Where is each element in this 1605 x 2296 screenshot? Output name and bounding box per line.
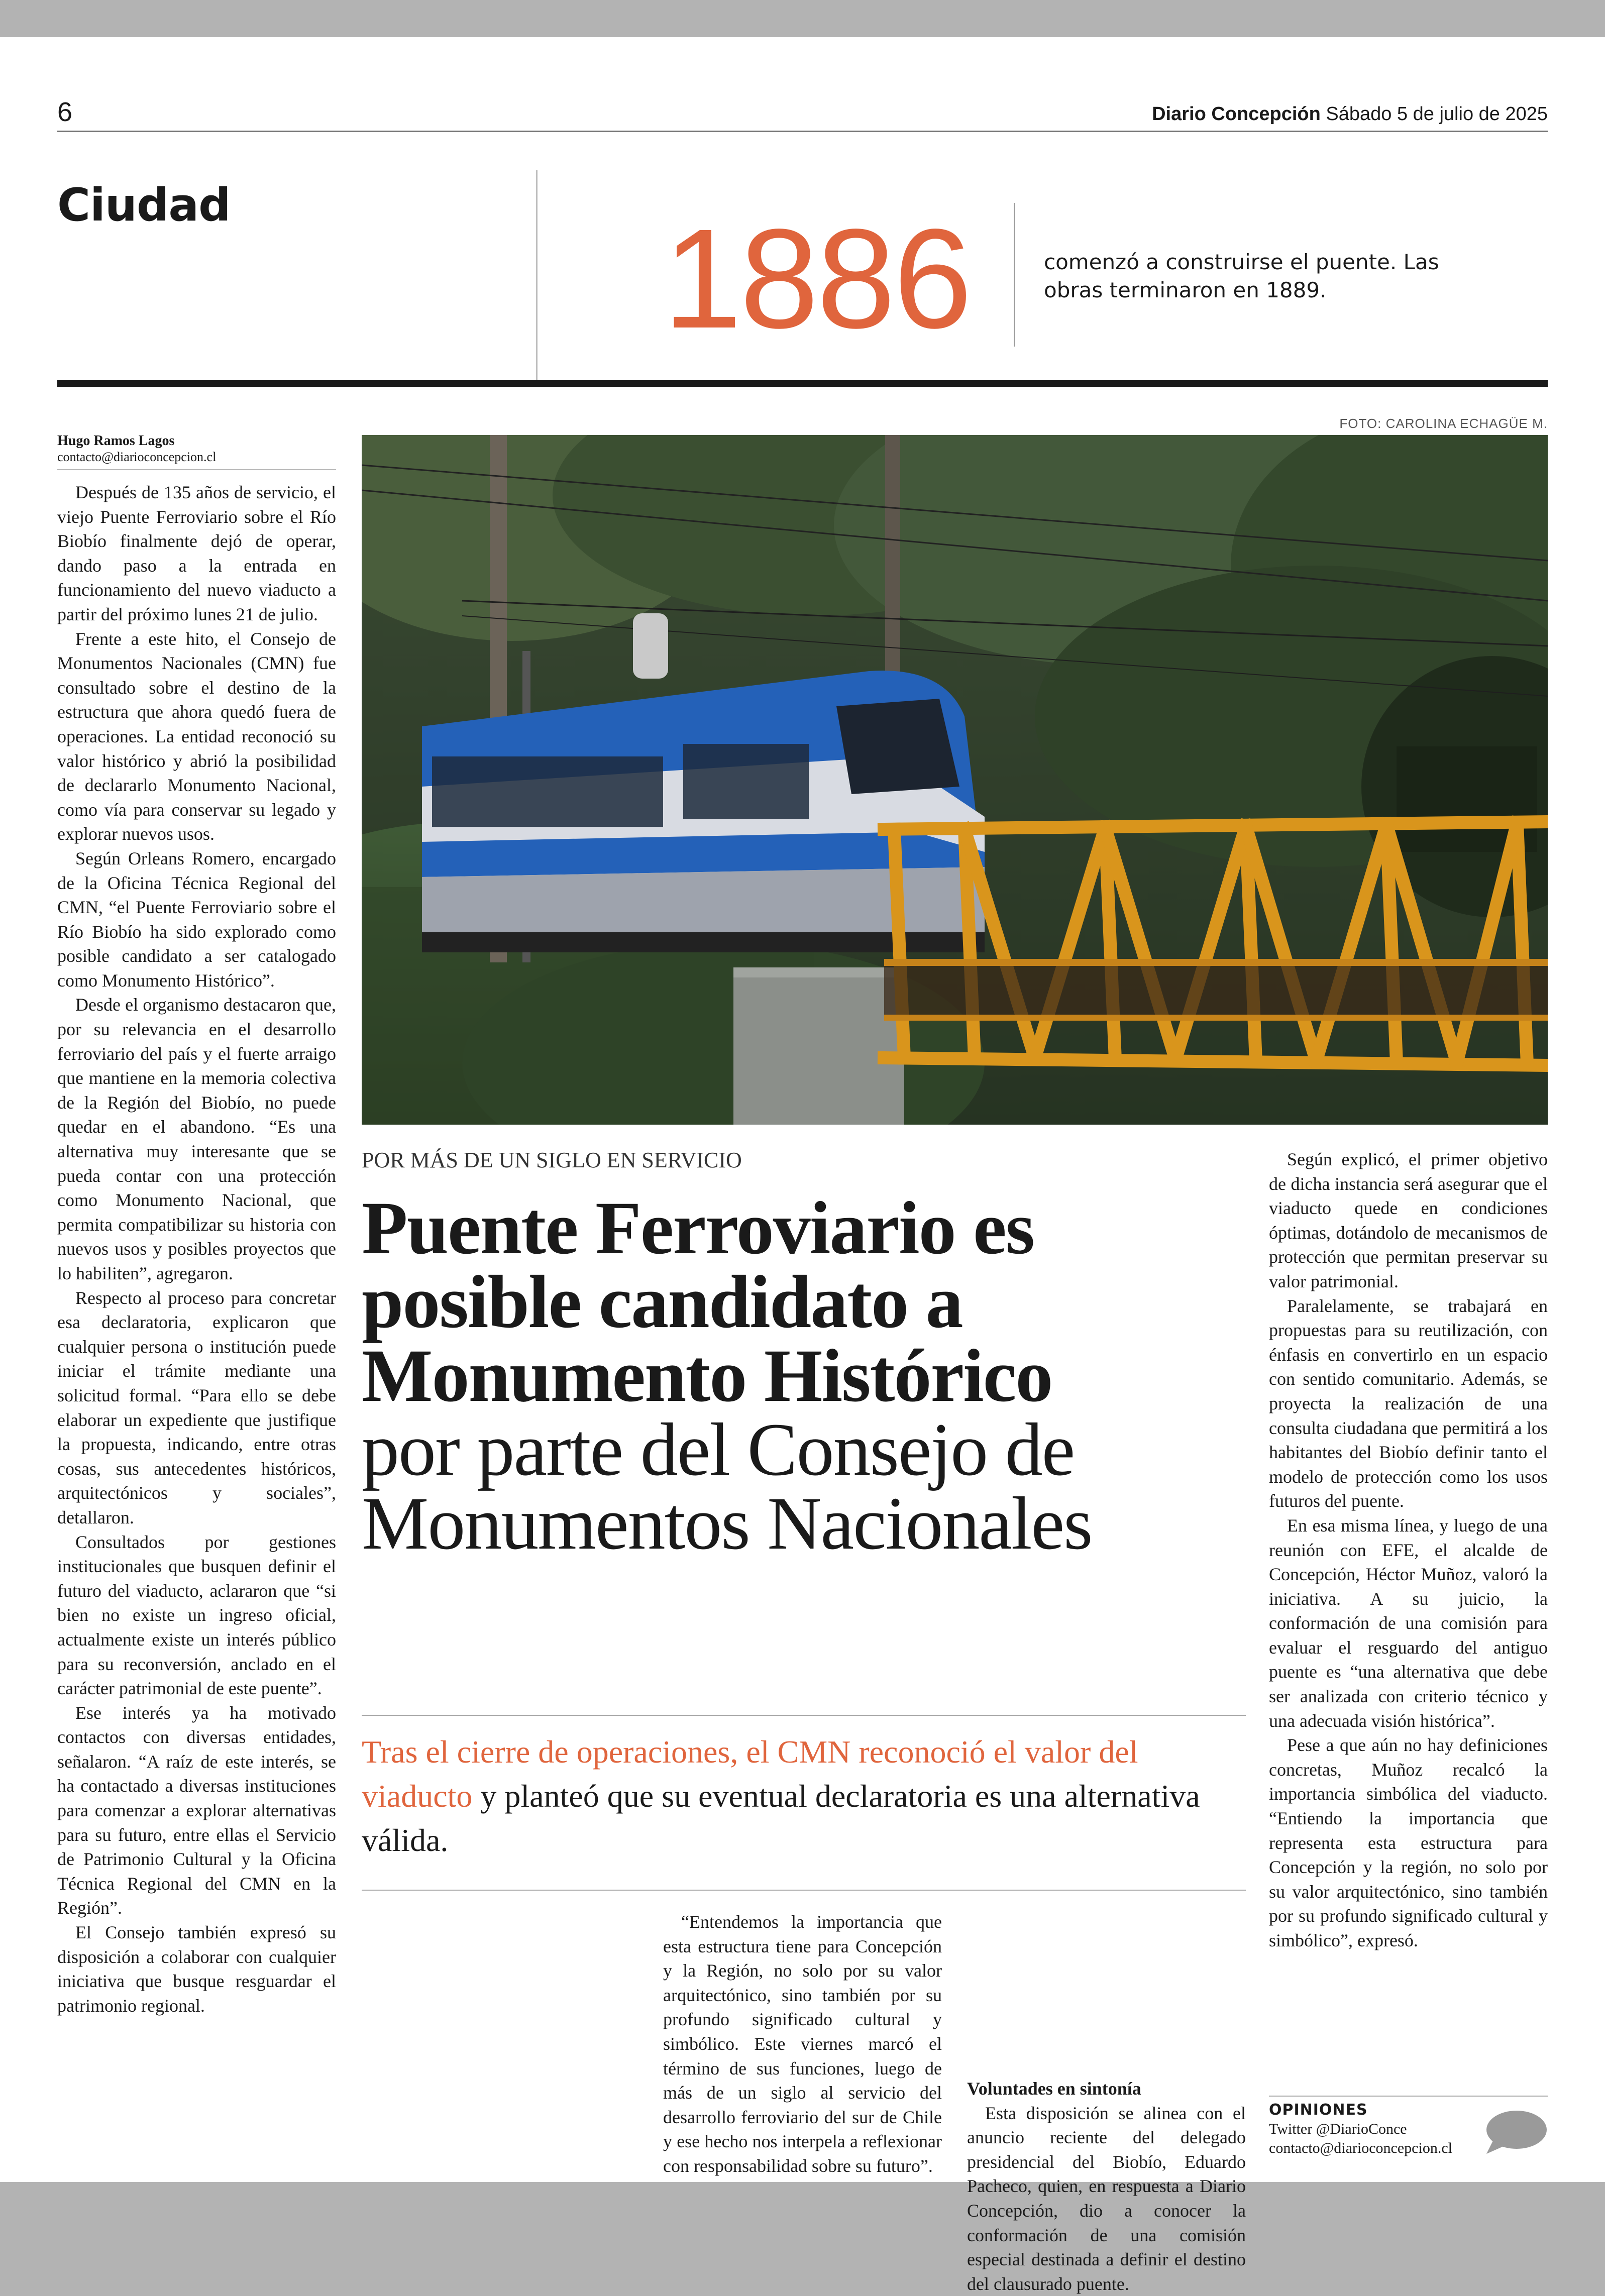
issue-date: Sábado 5 de julio de 2025 (1326, 103, 1548, 125)
train-bridge-illustration (362, 435, 1548, 1125)
deck-rest: y planteó que su eventual declaratoria es una alternativa válida. (362, 1778, 1200, 1858)
headline-line: Puente Ferroviario es (362, 1186, 1034, 1270)
article-headline (362, 1186, 1256, 1565)
paragraph: Consultados por gestiones institucionales que busquen definir el futuro del viaducto, aclararon que “si bien no existe un ingreso oficial, actualmente existe un interés público para su reconversión, anclado en el carácter patrimonial de este puente”. (57, 1532, 336, 1699)
opinions-title: OPINIONES (1269, 2101, 1368, 2119)
deck-highlight: Tras el cierre de operaciones, el CMN reconoció el valor del viaducto (362, 1734, 1138, 1814)
article-kicker: POR MÁS DE UN SIGLO EN SERVICIO (362, 1148, 742, 1172)
paragraph: Según explicó, el primer objetivo de dicha instancia será asegurar que el viaducto quede en condiciones óptimas, dotándolo de mecanismos de protección que permitan preservar su valor patrimonial. (1269, 1149, 1548, 1291)
newspaper-page (0, 37, 1605, 2294)
paragraph: Según Orleans Romero, encargado de la Oficina Técnica Regional del CMN, “el Puente Ferroviario sobre el Río Biobío ha sido explorado como posible candidato a ser catalogado como Monumento Histórico”. (57, 848, 336, 991)
author-name: Hugo Ramos Lagos (57, 433, 175, 449)
headline-line: por parte del Consejo de (362, 1408, 1075, 1491)
opinions-email[interactable]: contacto@diarioconcepcion.cl (1269, 2140, 1452, 2156)
fact-year: 1886 (663, 199, 971, 358)
author-email: contacto@diarioconcepcion.cl (57, 450, 217, 464)
fact-text: comenzó a construirse el puente. Las obras terminaron en 1889. (1044, 250, 1439, 302)
article-column-right (1269, 1147, 1548, 1953)
article-photo (362, 435, 1548, 1125)
byline (57, 433, 336, 470)
article-column-bottom-2 (967, 2076, 1246, 2296)
paragraph: Respecto al proceso para concretar esa declaratoria, explicaron que cualquier persona o institución puede iniciar el trámite mediante una solicitud formal. “Para ello se debe elaborar un expediente que justifique la propuesta, indicando, entre otras cosas, sus antecedentes históricos, arquitectónicos y sociales”, detallaron. (57, 1287, 336, 1527)
paragraph: Pese a que aún no hay definiciones concretas, Muñoz recalcó la importancia simbólica del viaducto. “Entiendo la importancia que representa esta estructura para Concepción y la región, no solo por su valor arquitectónico, sino también por su profundo significado cultural y simbólico”, expresó. (1269, 1735, 1548, 1950)
article-deck (362, 1730, 1246, 1863)
paragraph: Frente a este hito, el Consejo de Monumentos Nacionales (CMN) fue consultado sobre el destino de la estructura que ahora quedó fuera de operaciones. La entidad reconoció su valor histórico y abrió la posibilidad de declararlo Monumento Nacional, como vía para conservar su legado y explorar nuevos usos. (57, 628, 336, 844)
headline-rule (362, 1715, 1246, 1716)
paragraph: En esa misma línea, y luego de una reunión con EFE, el alcalde de Concepción, Héctor Muñoz, valoró la iniciativa. A su juicio, la conformación de una comisión para evaluar el resguardo del antiguo puente es “una alternativa que debe ser analizada con criterio técnico y una adecuada visión histórica”. (1269, 1515, 1548, 1731)
headline-line: posible candidato a (362, 1260, 962, 1344)
header-rule (57, 131, 1548, 132)
opinions-twitter[interactable]: Twitter @DiarioConce (1269, 2121, 1407, 2137)
article-column-left (57, 480, 336, 2018)
speech-bubble-icon (1482, 2109, 1548, 2157)
header-divider (536, 170, 538, 380)
paragraph: Desde el organismo destacaron que, por su relevancia en el desarrollo ferroviario del país y el fuerte arraigo que mantiene en la memoria colectiva de la Región del Biobío, no puede quedar en el abandono. “Es una alternativa muy interesante que se pueda contar con una protección como Monumento Nacional, que permita compatibilizar su historia con nuevos usos y posibles proyectos que lo habiliten”, agregaron. (57, 995, 336, 1283)
section-title: Ciudad (57, 179, 231, 232)
section-rule (57, 380, 1548, 387)
paragraph: El Consejo también expresó su disposición a colaborar con cualquier iniciativa que busque resguardar el patrimonio regional. (57, 1922, 336, 2016)
headline-line: Monumentos Nacionales (362, 1482, 1092, 1565)
masthead (1152, 103, 1548, 125)
article-subhead: Voluntades en sintonía (967, 2079, 1141, 2099)
headline-line: Monumento Histórico (362, 1334, 1052, 1417)
paragraph: Paralelamente, se trabajará en propuestas para su reutilización, con énfasis en convertirlo en un espacio con sentido comunitario. Además, se proyecta la realización de una consulta ciudadana que permitirá a los habitantes del Biobío definir tanto el modelo de protección como los usos futuros del puente. (1269, 1295, 1548, 1511)
paragraph: Después de 135 años de servicio, el viejo Puente Ferroviario sobre el Río Biobío finalmente dejó de operar, dando paso a la entrada en funcionamiento del nuevo viaducto a partir del próximo lunes 21 de julio. (57, 482, 336, 624)
deck-rule (362, 1890, 1246, 1891)
paragraph: Ese interés ya ha motivado contactos con diversas entidades, señalaron. “A raíz de este interés, se ha contactado a diversas instituciones para comenzar a explorar alternativas para su futuro, entre ellas el Servicio de Patrimonio Cultural y la Oficina Técnica Regional del CMN en la Región”. (57, 1702, 336, 1918)
paragraph: “Entendemos la importancia que esta estructura tiene para Concepción y la Región, no solo por su valor arquitectónico, sino también por su profundo significado cultural y simbólico. Este viernes marcó el término de sus funciones, luego de más de un siglo al servicio del desarrollo ferroviario del sur de Chile y ese hecho nos interpela a reflexionar con responsabilidad sobre su futuro”. (663, 1912, 942, 2176)
photo-credit: FOTO: CAROLINA ECHAGÜE M. (1339, 416, 1548, 431)
paragraph: Esta disposición se alinea con el anuncio reciente del delegado presidencial del Biobío, Eduardo Pacheco, quien, en respuesta a Diario Concepción, dio a conocer la conformación de una comisión especial destinada a definir el destino del clausurado puente. (967, 2103, 1246, 2294)
article-column-bottom-1 (663, 1910, 942, 2178)
fact-divider (1014, 203, 1015, 347)
opinions-box (1269, 2096, 1548, 2158)
newspaper-name: Diario Concepción (1152, 103, 1321, 125)
page-number: 6 (57, 97, 73, 127)
